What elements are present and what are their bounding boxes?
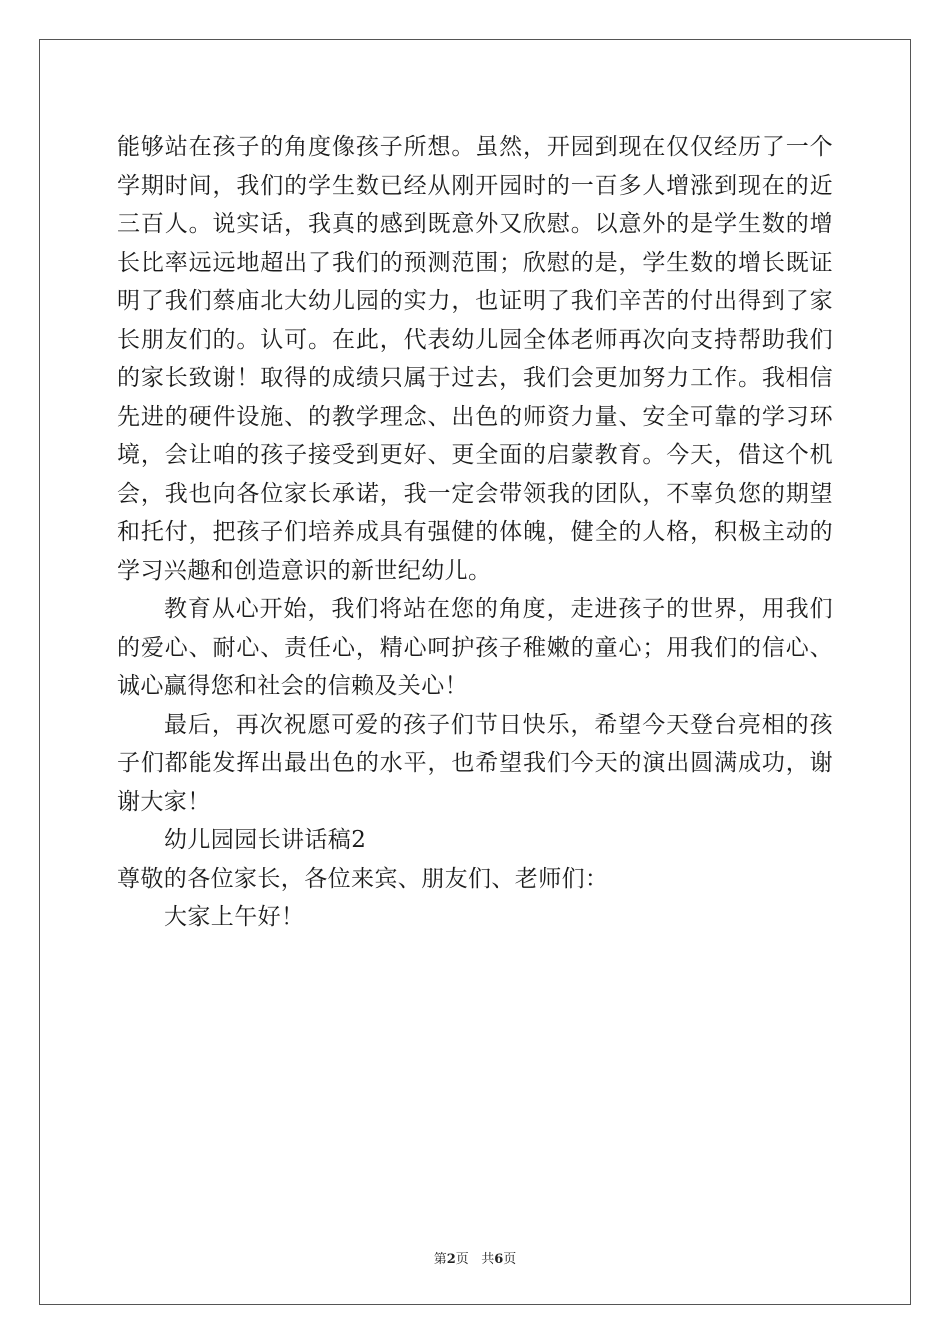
paragraph-2: 教育从心开始，我们将站在您的角度，走进孩子的世界，用我们的爱心、耐心、责任心，精心呵护孩子稚嫩的童心；用我们的信心、诚心赢得您和社会的信赖及关心！ bbox=[117, 596, 833, 699]
salutation: 尊敬的各位家长，各位来宾、朋友们、老师们： bbox=[117, 865, 609, 892]
document-body bbox=[117, 128, 833, 937]
page-footer bbox=[0, 1248, 950, 1267]
paragraph-3: 最后，再次祝愿可爱的孩子们节日快乐，希望今天登台亮相的孩子们都能发挥出最出色的水平，也希望我们今天的演出圆满成功，谢谢大家！ bbox=[117, 711, 833, 815]
footer-page-suffix: 页 bbox=[455, 1252, 469, 1267]
footer-total-prefix: 共 bbox=[481, 1252, 495, 1267]
footer-total-suffix: 页 bbox=[503, 1252, 517, 1267]
paragraph-1: 能够站在孩子的角度像孩子所想。虽然，开园到现在仅仅经历了一个学期时间，我们的学生数已经从刚开园时的一百多人增涨到现在的近三百人。说实话，我真的感到既意外又欣慰。以意外的是学生数的增长比率远远地超出了我们的预测范围；欣慰的是，学生数的增长既证明了我们蔡庙北大幼儿园的实力，也证明了我们辛苦的付出得到了家长朋友们的。认可。在此，代表幼儿园全体老师再次向支持帮助我们的家长致谢！取得的成绩只属于过去，我们会更加努力工作。我相信先进的硬件设施、的教学理念、出色的师资力量、安全可靠的学习环境，会让咱的孩子接受到更好、更全面的启蒙教育。今天，借这个机会，我也向各位家长承诺，我一定会带领我的团队，不辜负您的期望和托付，把孩子们培养成具有强健的体魄，健全的人格，积极主动的学习兴趣和创造意识的新世纪幼儿。 bbox=[117, 134, 833, 584]
greeting: 大家上午好！ bbox=[164, 904, 305, 930]
footer-prefix: 第 bbox=[433, 1252, 447, 1267]
footer-total-pages: 6 bbox=[494, 1252, 504, 1267]
section-heading: 幼儿园园长讲话稿2 bbox=[164, 827, 367, 853]
footer-page-number: 2 bbox=[446, 1252, 456, 1267]
